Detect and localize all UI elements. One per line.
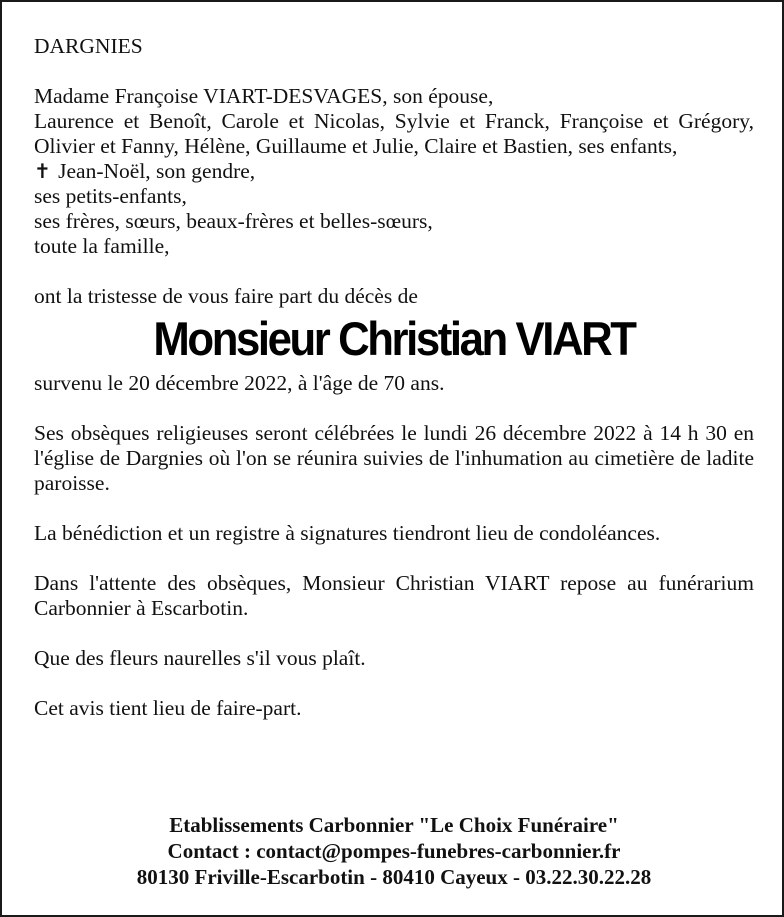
obituary-notice xyxy=(34,34,754,721)
spacer xyxy=(34,259,754,284)
funeral-home-footer xyxy=(34,812,754,890)
family-son-in-law-line xyxy=(34,159,754,184)
funeral-home-contact: Contact : contact@pompes-funebres-carbonnier.fr xyxy=(167,839,621,863)
funeral-home-name: Etablissements Carbonnier "Le Choix Funéraire" xyxy=(169,813,619,837)
deceased-name: Monsieur Christian VIART xyxy=(153,312,635,365)
spacer xyxy=(34,621,754,646)
family-siblings: ses frères, sœurs, beaux-frères et belles-sœurs, xyxy=(34,209,433,233)
family-children: Laurence et Benoît, Carole et Nicolas, Sylvie et Franck, Françoise et Grégory, Olivier et Fanny, Hélène, Guillaume et Julie, Claire et Bastien, ses enfants, xyxy=(34,109,754,158)
spacer xyxy=(34,496,754,521)
spacer xyxy=(34,671,754,696)
spacer xyxy=(34,59,754,84)
spacer xyxy=(34,546,754,571)
spacer xyxy=(34,396,754,421)
announcement-text: ont la tristesse de vous faire part du décès de xyxy=(34,284,418,308)
death-info: survenu le 20 décembre 2022, à l'âge de 70 ans. xyxy=(34,371,445,395)
funeral-details: Ses obsèques religieuses seront célébrées le lundi 26 décembre 2022 à 14 h 30 en l'église de Dargnies où l'on se réunira suivies de l'inhumation au cimetière de ladite paroisse. xyxy=(34,421,754,495)
family-grandchildren: ses petits-enfants, xyxy=(34,184,187,208)
location-heading: DARGNIES xyxy=(34,34,143,58)
faire-part-text: Cet avis tient lieu de faire-part. xyxy=(34,696,302,720)
cross-icon: ✝ xyxy=(34,159,51,183)
repose-text: Dans l'attente des obsèques, Monsieur Christian VIART repose au funérarium Carbonnier à Escarbotin. xyxy=(34,571,754,620)
family-whole-family: toute la famille, xyxy=(34,234,170,258)
family-spouse: Madame Françoise VIART-DESVAGES, son épouse, xyxy=(34,84,494,108)
family-list xyxy=(34,84,754,259)
flowers-text: Que des fleurs naurelles s'il vous plaît. xyxy=(34,646,366,670)
funeral-home-address: 80130 Friville-Escarbotin - 80410 Cayeux - 03.22.30.22.28 xyxy=(136,865,652,889)
family-son-in-law: Jean-Noël, son gendre, xyxy=(58,159,256,183)
condolences-text: La bénédiction et un registre à signatures tiendront lieu de condoléances. xyxy=(34,521,661,545)
